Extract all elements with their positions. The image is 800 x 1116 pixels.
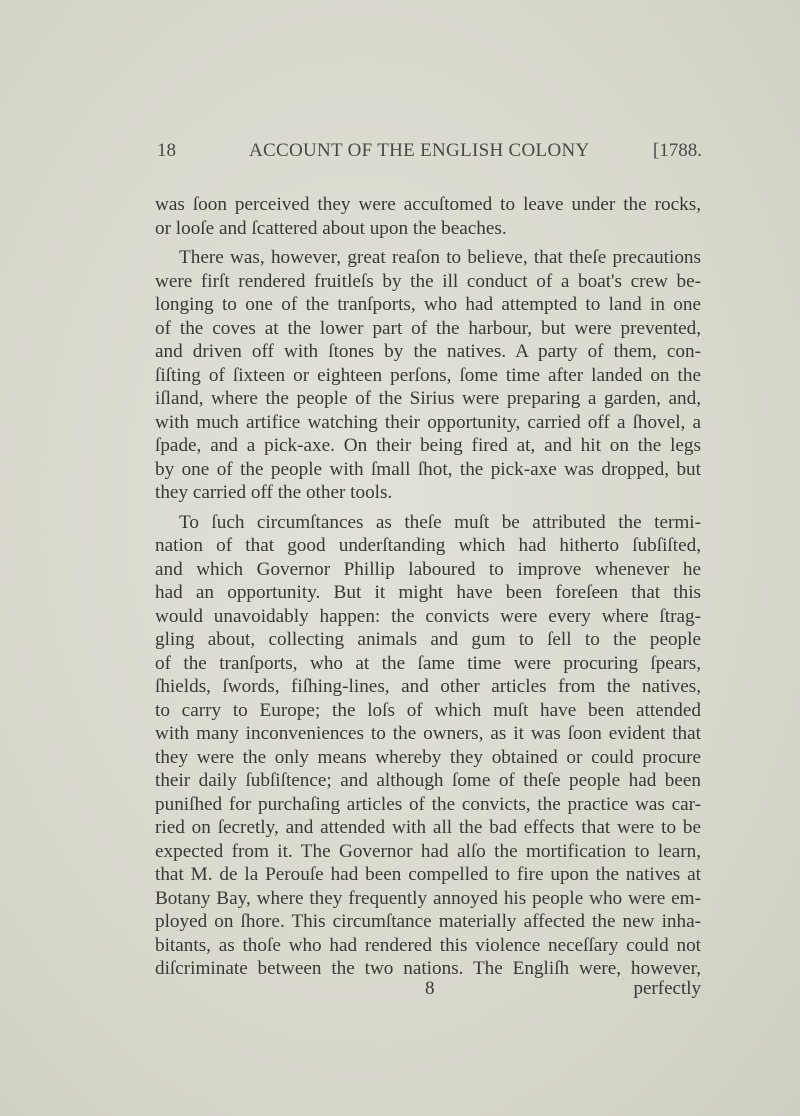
header-year: [1788. [652,140,702,161]
text-line: of the coves at the lower part of the harbour, but were prevented, [155,317,701,339]
text-line: ſhields, ſwords, fiſhing-lines, and other articles from the natives, [155,676,701,697]
paragraph [155,246,701,505]
text-line: expected from it. The Governor had alſo the mortification to learn, [155,840,701,862]
text-line: would unavoidably happen: the convicts were every where ſtrag- [155,605,701,627]
text-line: and driven off with ſtones by the natives. A party of them, con- [155,341,701,362]
text-line: were firſt rendered fruitleſs by the ill conduct of a boat's crew be- [155,270,701,292]
text-line: to carry to Europe; the loſs of which muſt have been attended [155,699,701,721]
text-line: Botany Bay, where they frequently annoyed his people who were em- [155,887,701,909]
text-line: they were the only means whereby they obtained or could procure [155,746,701,768]
text-line: their daily ſubſiſtence; and although ſome of theſe people had been [155,770,701,791]
text-line: or looſe and ſcattered about upon the beaches. [155,217,507,239]
text-line: nation of that good underſtanding which had hitherto ſubſiſted, [155,535,701,556]
text-line: There was, however, great reaſon to believe, that theſe precautions [179,247,701,268]
body-text [155,193,701,981]
text-line: ried on ſecretly, and attended with all the bad effects that were to be [155,817,701,838]
text-line: with many inconveniences to the owners, as it was ſoon evident that [155,723,701,744]
paragraph [155,511,701,981]
text-line: puniſhed for purchaſing articles of the convicts, the practice was car- [155,793,701,815]
page-footer [155,978,701,1002]
paragraph [155,193,701,240]
text-line: they carried off the other tools. [155,482,393,503]
text-line: ſpade, and a pick-axe. On their being fired at, and hit on the legs [155,435,701,456]
text-line: had an opportunity. But it might have been foreſeen that this [155,582,701,603]
running-header [157,140,702,166]
text-line: of the tranſports, who at the ſame time were procuring ſpears, [155,652,701,674]
text-line: bitants, as thoſe who had rendered this violence neceſſary could not [155,934,701,956]
text-line: and which Governor Phillip laboured to improve whenever he [155,558,701,580]
page-number: 18 [157,140,176,161]
text-line: To ſuch circumſtances as theſe muſt be attributed the termi- [179,511,701,533]
text-line: ployed on ſhore. This circumſtance materially affected the new inha- [155,911,701,932]
text-line: that M. de la Perouſe had been compelled to fire upon the natives at [155,864,701,885]
catchword: perfectly [633,978,701,999]
signature-mark: 8 [425,978,435,999]
text-line: by one of the people with ſmall ſhot, the pick-axe was dropped, but [155,458,701,480]
text-line: with much artifice watching their opportunity, carried off a ſhovel, a [155,411,701,433]
text-line: longing to one of the tranſports, who had attempted to land in one [155,294,701,315]
text-line: gling about, collecting animals and gum to ſell to the people [155,629,701,650]
text-line: diſcriminate between the two nations. The Engliſh were, however, [155,958,701,979]
text-line: was ſoon perceived they were accuſtomed to leave under the rocks, [155,194,701,215]
text-line: ſiſting of ſixteen or eighteen perſons, ſome time after landed on the [155,364,701,386]
running-title: ACCOUNT OF THE ENGLISH COLONY [249,140,590,161]
text-line: iſland, where the people of the Sirius were preparing a garden, and, [155,388,701,409]
